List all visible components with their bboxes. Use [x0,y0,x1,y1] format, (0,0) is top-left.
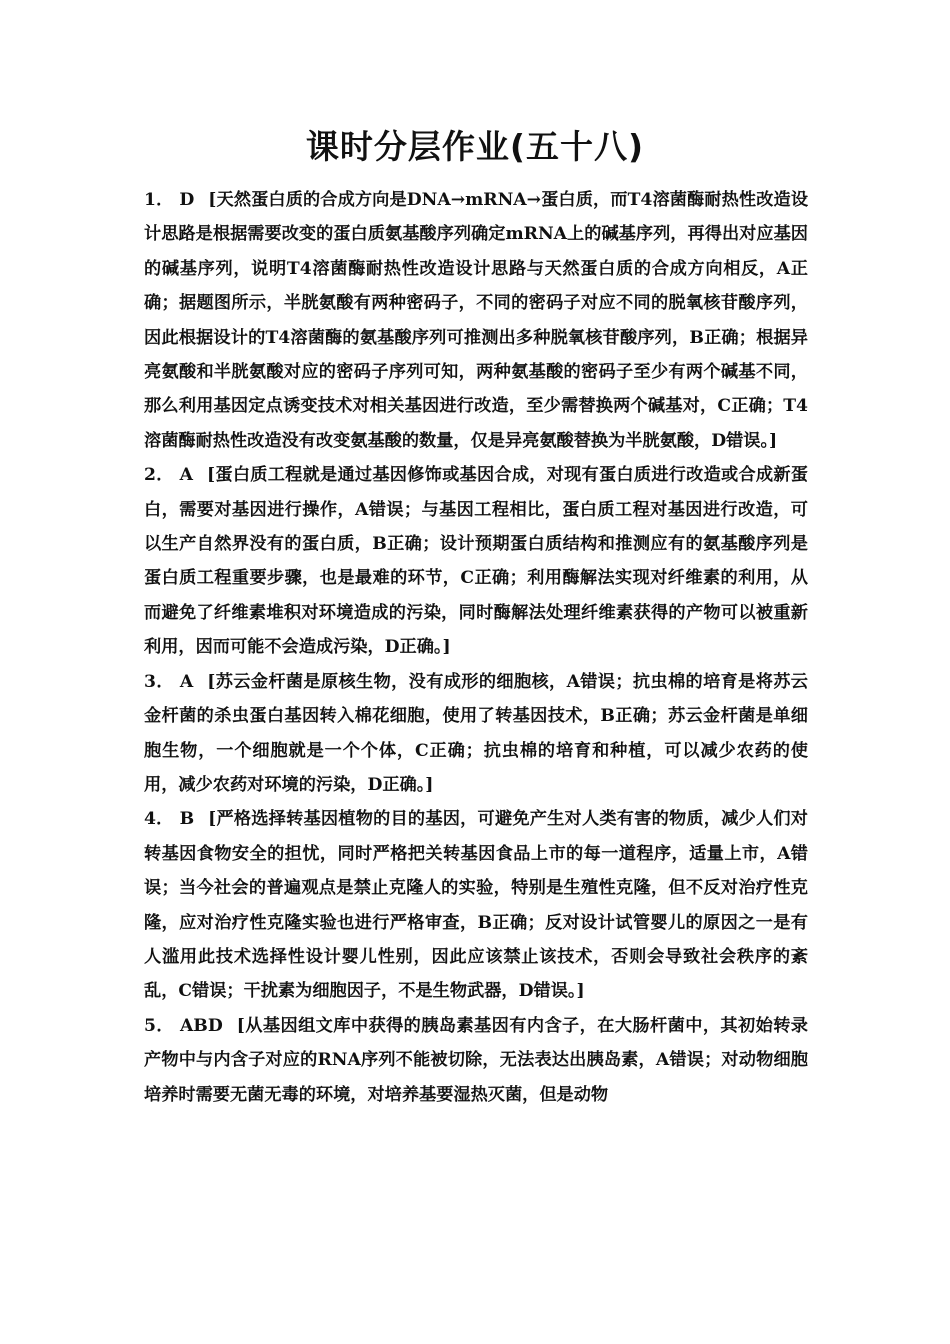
answer-explanation: [蛋白质工程就是通过基因修饰或基因合成，对现有蛋白质进行改造或合成新蛋白，需要对基因进行操作，A错误；与基因工程相比，蛋白质工程对基因进行改造，可以生产自然界没有的蛋白质，B正确；设计预期蛋白质结构和推测应有的氨基酸序列是蛋白质工程重要步骤，也是最难的环节，C正确；利用酶解法实现对纤维素的利用，从而避免了纤维素堆积对环境造成的污染，同时酶解法处理纤维素获得的产物可以被重新利用，因而可能不会造成污染，D正确。] [144,465,808,658]
answer-explanation: [从基因组文库中获得的胰岛素基因有内含子，在大肠杆菌中，其初始转录产物中与内含子对应的RNA序列不能被切除，无法表达出胰岛素，A错误；对动物细胞培养时需要无菌无毒的环境，对培养基要湿热灭菌，但是动物 [144,1015,808,1105]
page-title: 课时分层作业(五十八) [305,127,645,166]
answer-item-2 [144,458,808,664]
answer-choice: A [179,671,194,692]
question-number: 3． [144,671,174,692]
question-number: 4． [144,809,174,830]
answer-choice: ABD [179,1015,223,1036]
answer-explanation: [苏云金杆菌是原核生物，没有成形的细胞核，A错误；抗虫棉的培育是将苏云金杆菌的杀虫蛋白基因转入棉花细胞，使用了转基因技术，B正确；苏云金杆菌是单细胞生物，一个细胞就是一个个体，C正确；抗虫棉的培育和种植，可以减少农药的使用，减少农药对环境的污染，D正确。] [144,671,808,795]
answer-choice: A [179,465,193,486]
answer-item-5 [144,1009,808,1112]
question-number: 5． [144,1015,174,1036]
answer-choice: B [179,809,195,830]
answer-explanation: [天然蛋白质的合成方向是DNA→mRNA→蛋白质，而T4溶菌酶耐热性改造设计思路是根据需要改变的蛋白质氨基酸序列确定mRNA上的碱基序列，再得出对应基因的碱基序列，说明T4溶菌酶耐热性改造设计思路与天然蛋白质的合成方向相反，A正确；据题图所示，半胱氨酸有两种密码子，不同的密码子对应不同的脱氧核苷酸序列，因此根据设计的T4溶菌酶的氨基酸序列可推测出多种脱氧核苷酸序列，B正确；根据异亮氨酸和半胱氨酸对应的密码子序列可知，两种氨基酸的密码子至少有两个碱基不同，那么利用基因定点诱变技术对相关基因进行改造，至少需替换两个碱基对，C正确；T4溶菌酶耐热性改造没有改变氨基酸的数量，仅是异亮氨酸替换为半胱氨酸，D错误。] [144,190,809,451]
answer-choice: D [179,190,195,210]
answer-list [144,183,808,1112]
answer-explanation: [严格选择转基因植物的目的基因，可避免产生对人类有害的物质，减少人们对转基因食物安全的担忧，同时严格把关转基因食品上市的每一道程序，适量上市，A错误；当今社会的普遍观点是禁止克隆人的实验，特别是生殖性克隆，但不反对治疗性克隆，应对治疗性克隆实验也进行严格审查，B正确；反对设计试管婴儿的原因之一是有人滥用此技术选择性设计婴儿性别，因此应该禁止该技术，否则会导致社会秩序的紊乱，C错误；干扰素为细胞因子，不是生物武器，D错误。] [144,809,808,1002]
question-number: 1． [144,190,174,210]
answer-item-1 [144,183,808,458]
answer-item-4 [144,802,808,1008]
answer-item-3 [144,665,808,803]
question-number: 2． [144,465,174,486]
